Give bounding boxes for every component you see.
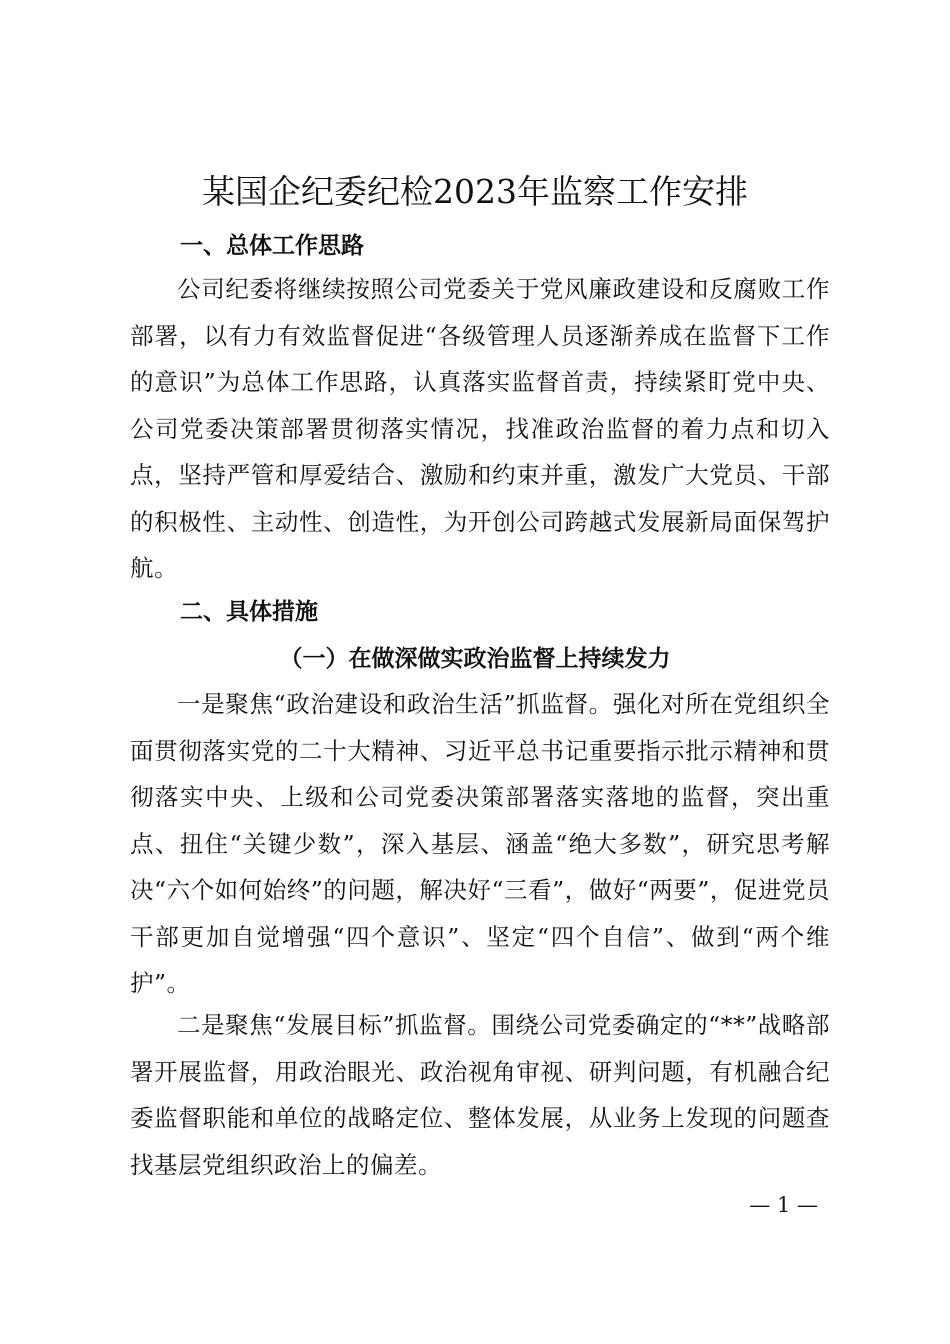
document-title: 某国企纪委纪检2023年监察工作安排 [202, 172, 748, 211]
section-heading-overall-approach: 一、总体工作思路 [180, 233, 364, 259]
paragraph-development-goals-supervision: 二是聚焦“发展目标”抓监督。围绕公司党委确定的“**”战略部署开展监督，用政治眼光、政治视角审视、研判问题，有机融合纪委监督职能和单位的战略定位、整体发展，从业务上发现的问题查找基层党组织政治上的偏差。 [130, 1011, 830, 1179]
paragraph-political-construction-supervision: 一是聚焦“政治建设和政治生活”抓监督。强化对所在党组织全面贯彻落实党的二十大精神、习近平总书记重要指示批示精神和贯彻落实中央、上级和公司党委决策部署落实落地的监督，突出重点、扭住“关键少数”，深入基层、涵盖“绝大多数”，研究思考解决“六个如何始终”的问题，解决好“三看”，做好“两要”，促进党员干部更加自觉增强“四个意识”、坚定“四个自信”、做到“两个维护”。 [130, 690, 830, 997]
paragraph-overall-approach: 公司纪委将继续按照公司党委关于党风廉政建设和反腐败工作部署，以有力有效监督促进“各级管理人员逐渐养成在监督下工作的意识”为总体工作思路，认真落实监督首责，持续紧盯党中央、公司党委决策部署贯彻落实情况，找准政治监督的着力点和切入点，坚持严管和厚爱结合、激励和约束并重，激发广大党员、干部的积极性、主动性、创造性，为开创公司跨越式发展新局面保驾护航。 [130, 275, 830, 582]
section-heading-specific-measures: 二、具体措施 [180, 599, 318, 625]
subsection-heading-political-supervision: （一）在做深做实政治监督上持续发力 [279, 645, 671, 672]
page-number: — 1 — [749, 1193, 818, 1217]
